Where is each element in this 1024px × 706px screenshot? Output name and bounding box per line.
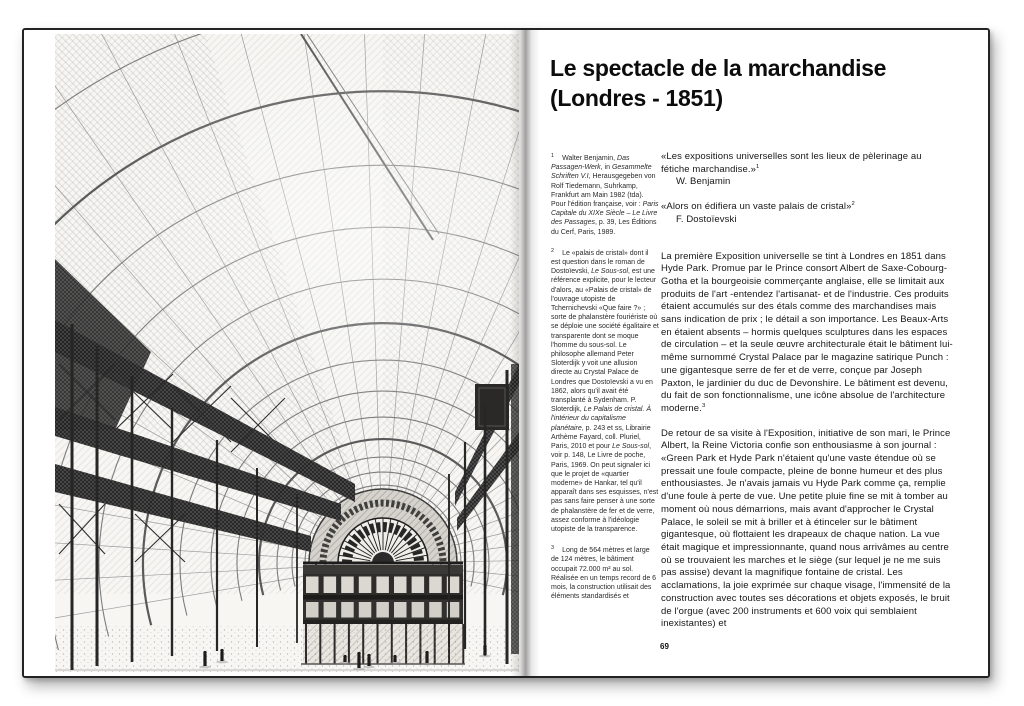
footnote-number: 2 xyxy=(551,247,555,254)
footnote-2 xyxy=(551,249,659,534)
title-line-1: Le spectacle de la marchandise xyxy=(550,55,887,81)
footnote-1 xyxy=(551,154,659,237)
book-spread xyxy=(22,28,990,678)
paragraph-text: La première Exposition universelle se tint à Londres en 1851 dans Hyde Park. Promue par le Prince consort Albert de Saxe-Cobourg-Gotha et la bourgeoisie commerçante anglaise, elle se limitait aux produits de l'art -entendez l'artisanat- et de l'industrie. Ces produits étaient accumulés sur des étals comme des marchandises mais sans indication de prix ; le détail a son importance. Les Beaux-Arts en étaient absents – hormis quelques sculptures dans les espaces de circulation – et la seule œuvre architecturale était le bâtiment lui-même surnommé Crystal Palace par le magazine satirique Punch : une gigantesque serre de fer et de verre, conçue par Joseph Paxton, le jardinier du duc de Devonshire. Le bâtiment est devenu, du fait de son fonctionnalisme, une icône absolue de l'architecture moderne. xyxy=(661,250,953,414)
quote-attribution: W. Benjamin xyxy=(676,176,731,188)
quote-benjamin xyxy=(661,151,953,189)
footnote-number: 3 xyxy=(551,544,555,551)
end-wall-windows-upper xyxy=(306,577,459,594)
footnotes-column xyxy=(551,154,659,613)
page-number: 69 xyxy=(660,642,669,651)
crystal-palace-engraving xyxy=(55,34,519,672)
title-line-2: (Londres - 1851) xyxy=(550,85,723,111)
footnote-ref-3: 3 xyxy=(701,402,706,409)
quote-text: «Alors on édifiera un vaste palais de cristal» xyxy=(661,201,852,213)
engraving-svg xyxy=(55,34,519,672)
footnote-text: Long de 564 mètres et large de 124 mètres, le bâtiment occupait 72.000 m² au sol. Réalisée en un temps record de 6 mois, la construction utilisait des éléments standardisés et xyxy=(551,547,657,601)
main-text-column xyxy=(661,151,953,643)
page-left xyxy=(24,30,530,676)
quote-dostoievski xyxy=(661,201,953,226)
quote-text: «Les expositions universelles sont les lieux de pèlerinage au fétiche marchandise.» xyxy=(661,151,922,175)
body-paragraph-2 xyxy=(661,428,953,631)
page-title xyxy=(550,53,886,113)
footnote-number: 1 xyxy=(551,152,555,159)
footnote-ref-1: 1 xyxy=(756,163,760,170)
quote-attribution: F. Dostoïevski xyxy=(676,213,737,225)
end-wall-windows-lower xyxy=(306,602,459,618)
footnote-3 xyxy=(551,546,659,601)
body-paragraph-1 xyxy=(661,251,953,416)
paragraph-text: De retour de sa visite à l'Exposition, initiative de son mari, le Prince Albert, la Reine Victoria confie son enthousiasme à son journal : «Green Park et Hyde Park n'étaient qu'une vaste étendue où se pressait une foule compacte, pleine de bonne humeur et des plus enthousiastes. Je n'avais jamais vu Hyde Park comme ça, remplie d'une foule à perte de vue. Une petite pluie fine se mit à tomber au moment où nous démarrions, mais avant d'approcher le Crystal Palace, le soleil se mit à briller et à étinceler sur le bâtiment gigantesque, où flottaient les drapeaux de chaque nation. La vue était magique et impressionnante, quand nous arrivâmes au centre où se trouvaient les marches et le siège (sur lequel je ne me suis pas assise) devant la magnifique fontaine de cristal. Les acclamations, la joie exprimée sur chaque visage, l'immensité de la construction avec toutes ses décorations et objets exposés, le bruit de l'orgue (avec 200 instruments et 600 voix qui semblaient inexistantes) et xyxy=(661,427,951,630)
footnote-text: Le «palais de cristal» dont il est question dans le roman de Dostoïevski, Le Sous-sol, est une référence explicite, pour le lecteur d'alors, au «Palais de cristal» de l'ouvrage utopiste de Tchernichevski «Que faire ?» ; sorte de phalanstère fouriériste où se déploie une société égalitaire et transparente dont se moque l'homme du sous-sol. Le philosophe allemand Peter Sloterdijk y voit une allusion directe au Crystal Palace de Londres que Dostoïevski a vu en 1862, alors qu'il avait été transplanté à Sydenham. P. Sloterdijk, Le Palais de cristal. À l'intérieur du capitalisme planétaire, p. 243 et ss, Librairie Arthème Fayard, coll. Pluriel, Paris, 2010 et pour Le Sous-sol, voir p. 148, Le Livre de poche, Paris, 1969. On peut signaler ici que le projet de «quartier moderne» de Hankar, tel qu'il apparaît dans ses esquisses, n'est pas sans faire penser à une sorte de phalanstère de fer et de verre, assez conforme à l'idéologie utopiste de la transparence. xyxy=(551,249,659,533)
footnote-ref-2: 2 xyxy=(851,200,855,207)
footnote-text: Walter Benjamin, Das Passagen-Werk, in Gesammelte Schriften V.I, Herausgegeben von Rolf Tiedemann, Suhrkamp, Frankfurt am Main 1982 (tda). Pour l'édition française, voir : Paris Capitale du XIXe Siècle – Le Livre des Passages, p. 39, Les Éditions du Cerf, Paris, 1989. xyxy=(551,155,659,236)
page-right xyxy=(528,30,988,676)
book-gutter xyxy=(510,30,540,676)
